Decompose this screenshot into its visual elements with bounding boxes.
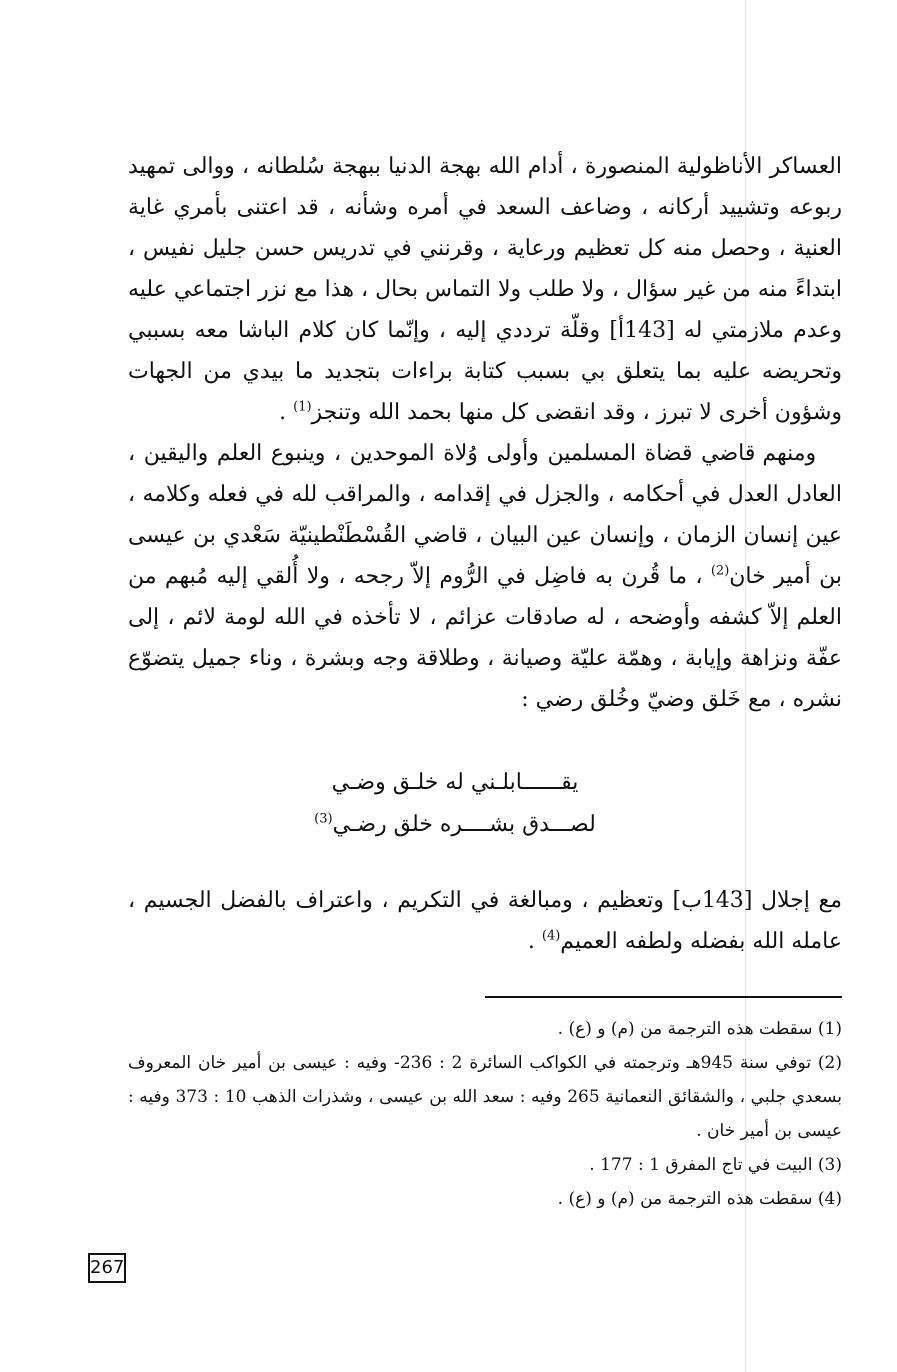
footnote-3: (3) البيت في تاج المفرق 1 : 177 . xyxy=(589,1155,842,1175)
paragraph-2 xyxy=(128,433,842,720)
paragraph-1-end: . xyxy=(279,400,294,425)
main-text xyxy=(128,146,842,720)
footnote-1: (1) سقطت هذه الترجمة من (م) و (ع) . xyxy=(557,1019,842,1039)
footnote-ref-1: (1) xyxy=(293,399,312,415)
paragraph-3 xyxy=(128,880,842,962)
poem-verse-2 xyxy=(250,804,660,846)
footnote-ref-4: (4) xyxy=(541,928,561,944)
paragraph-1 xyxy=(128,146,842,433)
poem xyxy=(250,762,660,846)
footnote-ref-2: (2) xyxy=(710,563,730,579)
footnotes xyxy=(128,1012,842,1216)
paragraph-2-text: ومنهم قاضي قضاة المسلمين وأولى وُلاة الموحدين ، وينبوع العلم واليقين ، العادل العدل في أحكامه ، والجزل في إقدامه ، والمراقب لله في فعله وكلامه ، عين إنسان الزمان ، وإنسان عين البيان ، قاضي القُسْطَنْطينيّة سَعْدي بن عيسى بن أمير خان xyxy=(128,441,842,589)
paragraph-1-text: العساكر الأناظولية المنصورة ، أدام الله بهجة الدنيا ببهجة سُلطانه ، ووالى تمهيد ربوعه وتشييد أركانه ، وضاعف السعد في أمره وشأنه ، قد اعتنى بأمري غاية العنية ، وحصل منه كل تعظيم ورعاية ، وقرنني في تدريس حسن جليل نفيس ، ابتداءً منه من غير سؤال ، ولا طلب ولا التماس بحال ، هذا مع نزر اجتماعي عليه وعدم ملازمتي له [143أ] وقلّة ترددي إليه ، وإنّما كان كلام الباشا معه بسببي وتحريضه عليه بما يتعلق بي بسبب كتابة براءات بتجديد ما بيدي من الجهات وشؤون أخرى لا تبرز ، وقد انقضى كل منها بحمد الله وتنجز xyxy=(128,154,842,425)
footnote-4: (4) سقطت هذه الترجمة من (م) و (ع) . xyxy=(557,1189,842,1209)
paragraph-3-text: مع إجلال [143ب] وتعظيم ، ومبالغة في التكريم ، واعتراف بالفضل الجسيم ، عامله الله بفضله ولطفه العميم xyxy=(128,888,842,954)
poem-verse-2-text: لصـــدق بشــــره خلق رضـي xyxy=(332,812,596,837)
paragraph-2-end: ، ما قُرن به فاضِل في الرُّوم إلاّ رجحه ، ولا أُلقي إليه مُبهم من العلم إلاّ كشفه وأوضحه ، له صادقات عزائم ، لا تأخذه في الله لومة لائم ، إلى عفّة ونزاهة وإيابة ، وهمّة عليّة وصيانة ، وطلاقة وجه وبشرة ، وناء جميل يتضوّع نشره ، مع خَلق وضيّ وخُلق رضي : xyxy=(128,564,842,712)
main-text-continued xyxy=(128,880,842,962)
footnote-separator xyxy=(485,996,842,998)
paragraph-3-end: . xyxy=(527,929,542,954)
poem-verse-1: يقــــــابلـني له خلـق وضـي xyxy=(331,770,579,795)
footnote-ref-3: (3) xyxy=(314,811,333,827)
footnote-2: (2) توفي سنة 945هـ وترجمته في الكواكب السائرة 2 : 236- وفيه : عيسى بن أمير خان المعروف بسعدي جلبي ، والشقائق النعمانية 265 وفيه : سعد الله بن عيسى ، وشذرات الذهب 10 : 373 وفيه : عيسى بن أمير خان . xyxy=(128,1053,843,1141)
page-number: 267 xyxy=(88,1253,126,1283)
